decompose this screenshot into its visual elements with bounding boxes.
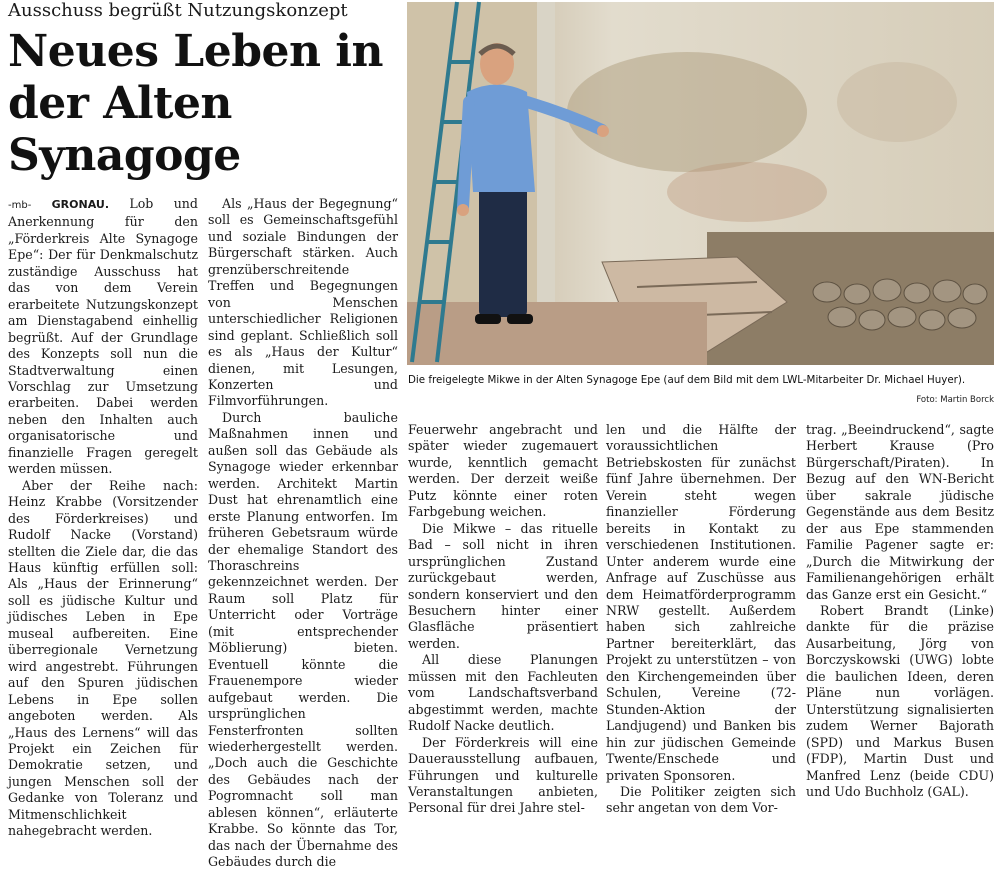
wall-pillar — [537, 2, 555, 302]
paragraph: Aber der Reihe nach: Heinz Krabbe (Vorsitzender des Förderkreises) und Rudolf Nacke (Vorstand) stellten die Ziele dar, die das Haus künftig erfüllen soll: Als „Haus der Erinnerung“ soll es jüdische Kultur und jüdisches Leben in Epe museal aufbereiten. Eine überregionale Vernetzung wird angestrebt. Führungen auf den Spuren jüdischen Lebens in Epe sollen angeboten werden. Als „Haus des Lernens“ will das Projekt ein Zeichen für Demokratie setzen, und jungen Menschen soll der Gedanke von Toleranz und Mitmenschlichkeit nahegebracht werden. — [8, 477, 198, 839]
paragraph: Als „Haus der Begegnung“ soll es Gemeinschaftsgefühl und soziale Bindungen der Bürgerschaft stärken. Auch grenzüberschreitende Treffen und Begegnungen von Menschen unterschiedlicher Religionen sind geplant. Schließlich soll es als „Haus der Kultur“ dienen, mit Lesungen, Konzerten und Filmvorführungen. — [208, 196, 398, 409]
floor-bricks — [407, 302, 707, 365]
text-column-3 — [408, 422, 598, 816]
paragraph: Die Mikwe – das rituelle Bad – soll nicht in ihren ursprünglichen Zustand zurückgebaut werden, sondern konserviert und den Besuchern hinter einer Glasfläche präsentiert werden. — [408, 520, 598, 651]
paragraph: Robert Brandt (Linke) dankte für die präzise Ausarbeitung, Jörg von Borczyskowski (UWG) lobte die baulichen Ideen, deren Pläne nun vorlägen. Unterstützung signalisierten zudem Werner Bajorath (SPD) und Markus Busen (FDP), Martin Dust und Manfred Lenz (beide CDU) und Udo Buchholz (GAL). — [806, 602, 994, 799]
photo-caption: Die freigelegte Mikwe in der Alten Synagoge Epe (auf dem Bild mit dem LWL-Mitarbeiter Dr. Michael Huyer). — [408, 374, 966, 386]
author-byline: -mb- — [8, 200, 32, 211]
paragraph: All diese Planungen müssen mit den Fachleuten vom Landschaftsverband abgestimmt werden, machte Rudolf Nacke deutlich. — [408, 652, 598, 734]
paragraph: Durch bauliche Maßnahmen innen und außen soll das Gebäude als Synagoge wieder erkennbar werden. Architekt Martin Dust hat ehrenamtlich eine erste Planung entworfen. Im früheren Gebetsraum würde der ehemalige Standort des Thoraschreins gekennzeichnet werden. Der Raum soll Platz für Unterricht oder Vorträge (mit entsprechender Möblierung) bieten. Eventuell könnte die Frauenempore wieder aufgebaut werden. Die ursprünglichen Fensterfronten sollten wiederhergestellt werden. „Doch auch die Geschichte des Gebäudes nach der Pogromnacht soll man ablesen können“, erläuterte Krabbe. So könnte das Tor, das nach der Übernahme des Gebäudes durch die — [208, 409, 398, 870]
paragraph: trag. „Beeindruckend“, sagte Herbert Krause (Pro Bürgerschaft/Piraten). In Bezug auf den WN-Bericht über sakrale jüdische Gegenstände aus dem Besitz der aus Epe stammenden Familie Pagener sagte er: „Durch die Mitwirkung der Familienangehörigen erhält das Ganze erst ein Gesicht.“ — [806, 422, 994, 602]
text-column-5 — [806, 422, 994, 801]
lead-paragraph — [8, 196, 198, 478]
paragraph: Feuerwehr angebracht und später wieder zugemauert wurde, kenntlich gemacht werden. Der derzeit weiße Putz könnte einer roten Farbgebung weichen. — [408, 422, 598, 520]
paragraph: len und die Hälfte der voraussichtlichen Betriebskosten für zunächst fünf Jahre übernehmen. Der Verein steht wegen finanzieller Förderung bereits in Kontakt zu verschiedenen Institutionen. Unter anderem wurde eine Anfrage auf Zuschüsse aus dem Heimatförderprogramm NRW gestellt. Außerdem haben sich zahlreiche Partner bereiterklärt, das Projekt zu unterstützen – von den Kirchengemeinden über Schulen, Vereine (72-Stunden-Aktion der Landjugend) und Banken bis hin zur jüdischen Gemeinde Twente/Enschede und privaten Sponsoren. — [606, 422, 796, 783]
dateline-city: GRONAU. — [51, 198, 109, 211]
wall-stain — [667, 162, 827, 222]
text-column-4 — [606, 422, 796, 816]
wall-stain — [567, 52, 807, 172]
wall-stain — [837, 62, 957, 142]
paragraph: Die Politiker zeigten sich sehr angetan von dem Vor- — [606, 783, 796, 816]
paragraph: Der Förderkreis will eine Dauerausstellung aufbauen, Führungen und kulturelle Veranstaltungen anbieten, Personal für drei Jahre stel- — [408, 734, 598, 816]
text-column-2 — [208, 196, 398, 870]
text-column-1 — [8, 196, 198, 839]
lead-text: Lob und Anerkennung für den „Förderkreis Alte Synagoge Epe“: Der für Denkmalschutz zuständige Ausschuss hat das von dem Verein erarbeitete Nutzungskonzept am Dienstagabend einhellig begrüßt. Auf der Grundlage des Konzepts soll nun die Stadtverwaltung einen Vorschlag zur Umsetzung erarbeiten. Dabei werden neben den Inhalten auch organisatorische und finanzielle Fragen geregelt werden müssen. — [8, 196, 198, 477]
article-photo — [407, 2, 994, 365]
photo-credit: Foto: Martin Borck — [916, 395, 994, 405]
mikwe-photo-illustration — [407, 2, 994, 365]
article-headline: Neues Leben in der Alten Synagoge — [8, 26, 383, 181]
article-kicker: Ausschuss begrüßt Nutzungskonzept — [8, 0, 348, 21]
